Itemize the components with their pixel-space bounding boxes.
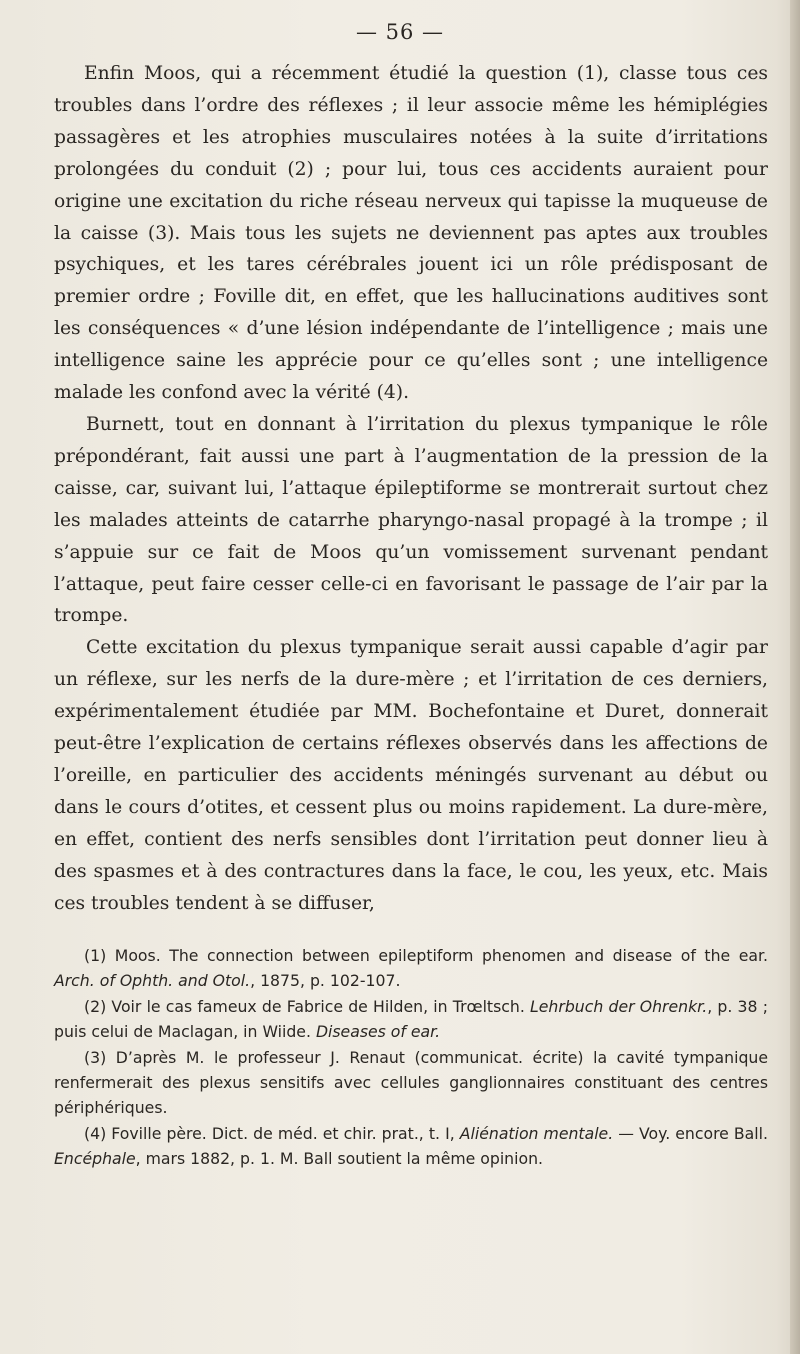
paragraph-3: Cette excitation du plexus tympanique serait aussi capable d’agir par un réflexe, sur les nerfs de la dure-mère ; et l’irritation de ces derniers, expérimentalement étudiée par MM. Bochefontaine et Duret, donnerait peut-être l’explication de certains réflexes observés dans les affections de l’oreille, en particulier des accidents méningés survenant au début ou dans le cours d’otites, et cessent plus ou moins rapidement. La dure-mère, en effet, contient des nerfs sensibles dont l’irritation peut donner lieu à des spasmes et à des contractures dans la face, le cou, les yeux, etc. Mais ces troubles tendent à se diffuser, (54, 637, 768, 914)
footnote-1-text: (1) Moos. The connection between epileptiform phenomen and disease of the ear. (84, 946, 768, 965)
footnote-2-mid: , p. 38 ; puis celui de Maclagan, in Wiide. (54, 996, 769, 1042)
footnote-2 (54, 994, 768, 1045)
footnote-2-text: (2) Voir le cas fameux de Fabrice de Hilden, in Trœltsch. (84, 996, 531, 1016)
footnote-4-ref: , mars 1882, p. 1. M. Ball soutient la même opinion. (135, 1149, 544, 1169)
footnote-1-ref: , 1875, p. 102-107. (250, 971, 401, 991)
footnote-4-journal: Encéphale (54, 1149, 136, 1169)
footnote-1 (54, 943, 768, 994)
page-number: — 56 — (355, 20, 445, 44)
paragraph-2: Burnett, tout en donnant à l’irritation du plexus tympanique le rôle prépondérant, fait aussi une part à l’augmentation de la pression de la caisse, car, suivant lui, l’attaque épileptiforme se montrerait surtout chez les malades atteints de catarrhe pharyngo-nasal propagé à la trompe ; il s’appuie sur ce fait de Moos qu’un vomissement survenant pendant l’attaque, peut faire cesser celle-ci en favorisant le passage de l’air par la trompe. (54, 413, 768, 627)
footnote-4-title: Aliénation mentale. (459, 1123, 614, 1143)
footnote-2-title-2: Diseases of ear. (315, 1022, 441, 1042)
page-edge-shadow (790, 0, 800, 1354)
footnote-4 (54, 1121, 768, 1172)
footnote-4-mid: — Voy. encore Ball. (613, 1123, 768, 1143)
paragraph-1: Enfin Moos, qui a récemment étudié la question (1), classe tous ces troubles dans l’ordre des réflexes ; il leur associe même les hémiplégies passagères et les atrophies musculaires notées à la suite d’irritations prolongées du conduit (2) ; pour lui, tous ces accidents auraient pour origine une excitation du riche réseau nerveux qui tapisse la muqueuse de la caisse (3). Mais tous les sujets ne deviennent pas aptes aux troubles psychiques, et les tares cérébrales jouent ici un rôle prédisposant de premier ordre ; Foville dit, en effet, que les hallucinations auditives sont les conséquences « d’une lésion indépendante de l’intelligence ; mais une intelligence saine les apprécie pour ce qu’elles sont ; une intelligence malade les confond avec la vérité (4). (54, 63, 768, 404)
footnote-4-text: (4) Foville père. Dict. de méd. et chir. prat., t. I, (84, 1123, 460, 1143)
footnote-1-journal: Arch. of Ophth. and Otol. (54, 971, 251, 991)
footnotes (54, 943, 768, 1172)
main-text (54, 58, 768, 919)
footnote-3: (3) D’après M. le professeur J. Renaut (communicat. écrite) la cavité tympanique renfermerait des plexus sensitifs avec cellules ganglionnaires constituant des centres périphériques. (54, 1047, 768, 1118)
footnote-2-title: Lehrbuch der Ohrenkr. (530, 996, 708, 1016)
